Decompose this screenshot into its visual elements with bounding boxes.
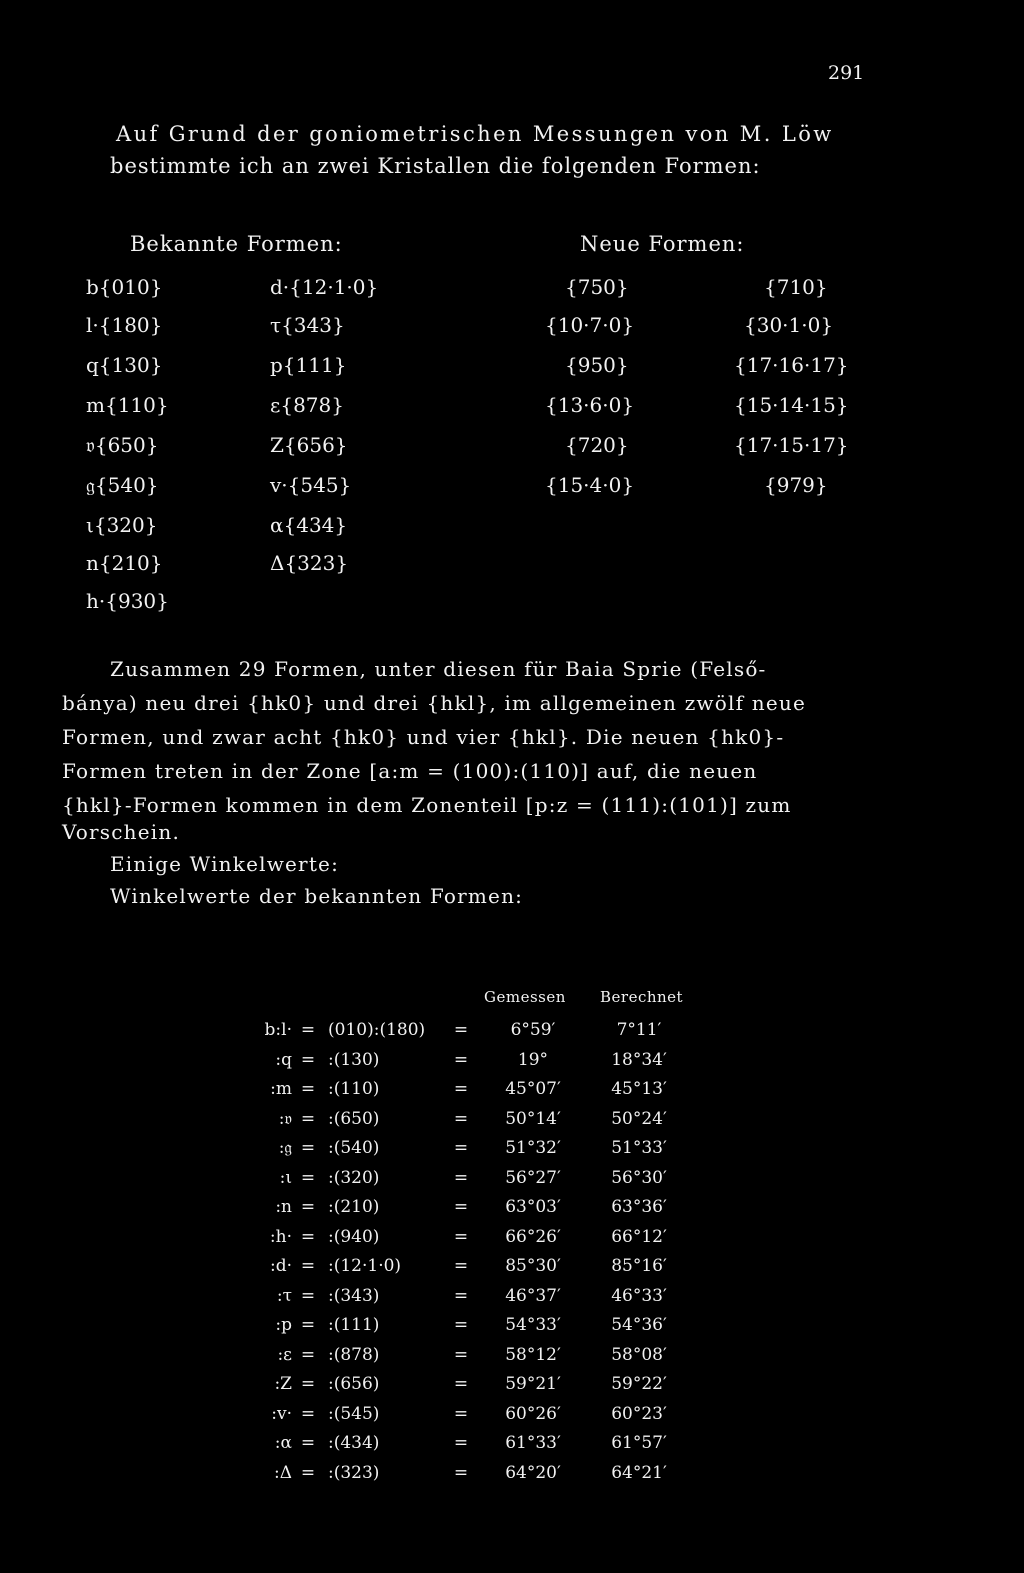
new-forms-heading: Neue Formen:	[580, 232, 745, 256]
calculated-value: 64°21′	[611, 1463, 667, 1483]
new-form: {15·4·0}	[545, 473, 635, 497]
known-form: q{130}	[86, 353, 163, 377]
measured-value: 58°12′	[505, 1345, 561, 1365]
angle-index: :(111)	[328, 1315, 380, 1335]
equals-sign: =	[300, 1345, 316, 1365]
new-form: {979}	[764, 473, 828, 497]
column-header-calculated: Berechnet	[600, 988, 684, 1006]
equals-sign: =	[453, 1079, 469, 1099]
calculated-value: 54°36′	[611, 1315, 667, 1335]
measured-value: 51°32′	[505, 1138, 561, 1158]
paragraph-line: bánya) neu drei {hk0} und drei {hkl}, im allgemeinen zwölf neue	[62, 691, 806, 715]
angle-index: :(656)	[328, 1374, 380, 1394]
paragraph-line: {hkl}-Formen kommen in dem Zonenteil [p:z = (111):(101)] zum	[62, 793, 792, 817]
angle-label: :ι	[279, 1168, 292, 1188]
calculated-value: 18°34′	[611, 1050, 667, 1070]
new-form: {15·14·15}	[734, 393, 849, 417]
known-form: τ{343}	[270, 313, 345, 337]
new-form: {13·6·0}	[545, 393, 635, 417]
equals-sign: =	[453, 1227, 469, 1247]
equals-sign: =	[300, 1227, 316, 1247]
known-form: b{010}	[86, 275, 163, 299]
angle-index: (010):(180)	[328, 1020, 426, 1040]
equals-sign: =	[453, 1168, 469, 1188]
calculated-value: 50°24′	[611, 1109, 667, 1129]
paragraph-line: Formen treten in der Zone [a:m = (100):(110)] auf, die neuen	[62, 759, 758, 783]
measured-value: 60°26′	[505, 1404, 561, 1424]
equals-sign: =	[453, 1256, 469, 1276]
angle-index: :(650)	[328, 1109, 380, 1129]
measured-value: 85°30′	[505, 1256, 561, 1276]
known-form: Δ{323}	[270, 551, 349, 575]
angle-label: :Z	[274, 1374, 292, 1394]
measured-value: 50°14′	[505, 1109, 561, 1129]
equals-sign: =	[453, 1433, 469, 1453]
angle-index: :(545)	[328, 1404, 380, 1424]
equals-sign: =	[300, 1020, 316, 1040]
calculated-value: 60°23′	[611, 1404, 667, 1424]
calculated-value: 63°36′	[611, 1197, 667, 1217]
angle-index: :(323)	[328, 1463, 380, 1483]
angle-label: :v·	[271, 1404, 292, 1424]
intro-line-2: bestimmte ich an zwei Kristallen die folgenden Formen:	[110, 154, 761, 178]
equals-sign: =	[453, 1197, 469, 1217]
measured-value: 19°	[517, 1050, 549, 1070]
paragraph-line: Vorschein.	[62, 820, 181, 844]
equals-sign: =	[453, 1138, 469, 1158]
angle-index: :(940)	[328, 1227, 380, 1247]
known-form: l·{180}	[86, 313, 163, 337]
calculated-value: 45°13′	[611, 1079, 667, 1099]
angle-index: :(12·1·0)	[328, 1256, 402, 1276]
equals-sign: =	[300, 1079, 316, 1099]
equals-sign: =	[453, 1463, 469, 1483]
known-form: ι{320}	[86, 513, 158, 537]
equals-sign: =	[300, 1197, 316, 1217]
angle-label: b:l·	[264, 1020, 292, 1040]
angle-index: :(320)	[328, 1168, 380, 1188]
paragraph-line: Formen, und zwar acht {hk0} und vier {hkl}. Die neuen {hk0}-	[62, 725, 785, 749]
equals-sign: =	[300, 1050, 316, 1070]
measured-value: 56°27′	[505, 1168, 561, 1188]
equals-sign: =	[300, 1256, 316, 1276]
angle-label: :q	[275, 1050, 292, 1070]
new-form: {950}	[565, 353, 629, 377]
calculated-value: 66°12′	[611, 1227, 667, 1247]
known-form: p{111}	[270, 353, 347, 377]
angle-label: :ε	[277, 1345, 292, 1365]
known-form: h·{930}	[86, 589, 169, 613]
calculated-value: 51°33′	[611, 1138, 667, 1158]
known-forms-heading: Bekannte Formen:	[130, 232, 343, 256]
angle-label: :τ	[276, 1286, 292, 1306]
equals-sign: =	[453, 1374, 469, 1394]
angle-index: :(540)	[328, 1138, 380, 1158]
equals-sign: =	[453, 1286, 469, 1306]
known-form: m{110}	[86, 393, 169, 417]
new-form: {750}	[565, 275, 629, 299]
equals-sign: =	[453, 1050, 469, 1070]
known-form: α{434}	[270, 513, 348, 537]
calculated-value: 59°22′	[611, 1374, 667, 1394]
section-heading: Winkelwerte der bekannten Formen:	[110, 884, 524, 908]
angle-label: :𝔤	[278, 1138, 292, 1158]
equals-sign: =	[300, 1168, 316, 1188]
measured-value: 61°33′	[505, 1433, 561, 1453]
known-form: ε{878}	[270, 393, 344, 417]
calculated-value: 46°33′	[611, 1286, 667, 1306]
known-form: 𝔳{650}	[86, 433, 159, 457]
calculated-value: 56°30′	[611, 1168, 667, 1188]
measured-value: 45°07′	[505, 1079, 561, 1099]
new-form: {720}	[565, 433, 629, 457]
angle-index: :(130)	[328, 1050, 380, 1070]
new-form: {710}	[764, 275, 828, 299]
angle-label: :d·	[269, 1256, 292, 1276]
measured-value: 64°20′	[505, 1463, 561, 1483]
measured-value: 66°26′	[505, 1227, 561, 1247]
angle-index: :(343)	[328, 1286, 380, 1306]
paragraph-line: Zusammen 29 Formen, unter diesen für Baia Sprie (Felső-	[110, 657, 767, 681]
equals-sign: =	[453, 1109, 469, 1129]
known-form: 𝔤{540}	[86, 473, 159, 497]
calculated-value: 85°16′	[611, 1256, 667, 1276]
new-form: {17·16·17}	[734, 353, 849, 377]
equals-sign: =	[300, 1404, 316, 1424]
angle-index: :(434)	[328, 1433, 380, 1453]
angle-index: :(210)	[328, 1197, 380, 1217]
angle-index: :(110)	[328, 1079, 380, 1099]
calculated-value: 61°57′	[611, 1433, 667, 1453]
known-form: Z{656}	[270, 433, 348, 457]
equals-sign: =	[300, 1138, 316, 1158]
calculated-value: 7°11′	[616, 1020, 662, 1040]
measured-value: 59°21′	[505, 1374, 561, 1394]
calculated-value: 58°08′	[611, 1345, 667, 1365]
measured-value: 46°37′	[505, 1286, 561, 1306]
equals-sign: =	[453, 1345, 469, 1365]
equals-sign: =	[300, 1374, 316, 1394]
intro-line-1: Auf Grund der goniometrischen Messungen von M. Löw	[116, 122, 834, 146]
equals-sign: =	[453, 1020, 469, 1040]
known-form: v·{545}	[270, 473, 352, 497]
section-heading: Einige Winkelwerte:	[110, 852, 340, 876]
measured-value: 63°03′	[505, 1197, 561, 1217]
equals-sign: =	[300, 1109, 316, 1129]
known-form: n{210}	[86, 551, 163, 575]
new-form: {10·7·0}	[545, 313, 635, 337]
angle-label: :h·	[269, 1227, 292, 1247]
known-form: d·{12·1·0}	[270, 275, 379, 299]
equals-sign: =	[453, 1315, 469, 1335]
angle-label: :𝔳	[278, 1109, 292, 1129]
equals-sign: =	[300, 1463, 316, 1483]
equals-sign: =	[300, 1433, 316, 1453]
measured-value: 54°33′	[505, 1315, 561, 1335]
angle-label: :m	[270, 1079, 292, 1099]
angle-label: :Δ	[273, 1463, 292, 1483]
new-form: {17·15·17}	[734, 433, 849, 457]
equals-sign: =	[300, 1315, 316, 1335]
column-header-measured: Gemessen	[484, 988, 566, 1006]
angle-label: :p	[275, 1315, 292, 1335]
equals-sign: =	[300, 1286, 316, 1306]
page-number: 291	[828, 62, 865, 84]
angle-label: :n	[275, 1197, 292, 1217]
equals-sign: =	[453, 1404, 469, 1424]
measured-value: 6°59′	[510, 1020, 556, 1040]
angle-index: :(878)	[328, 1345, 380, 1365]
new-form: {30·1·0}	[744, 313, 834, 337]
angle-label: :α	[274, 1433, 292, 1453]
